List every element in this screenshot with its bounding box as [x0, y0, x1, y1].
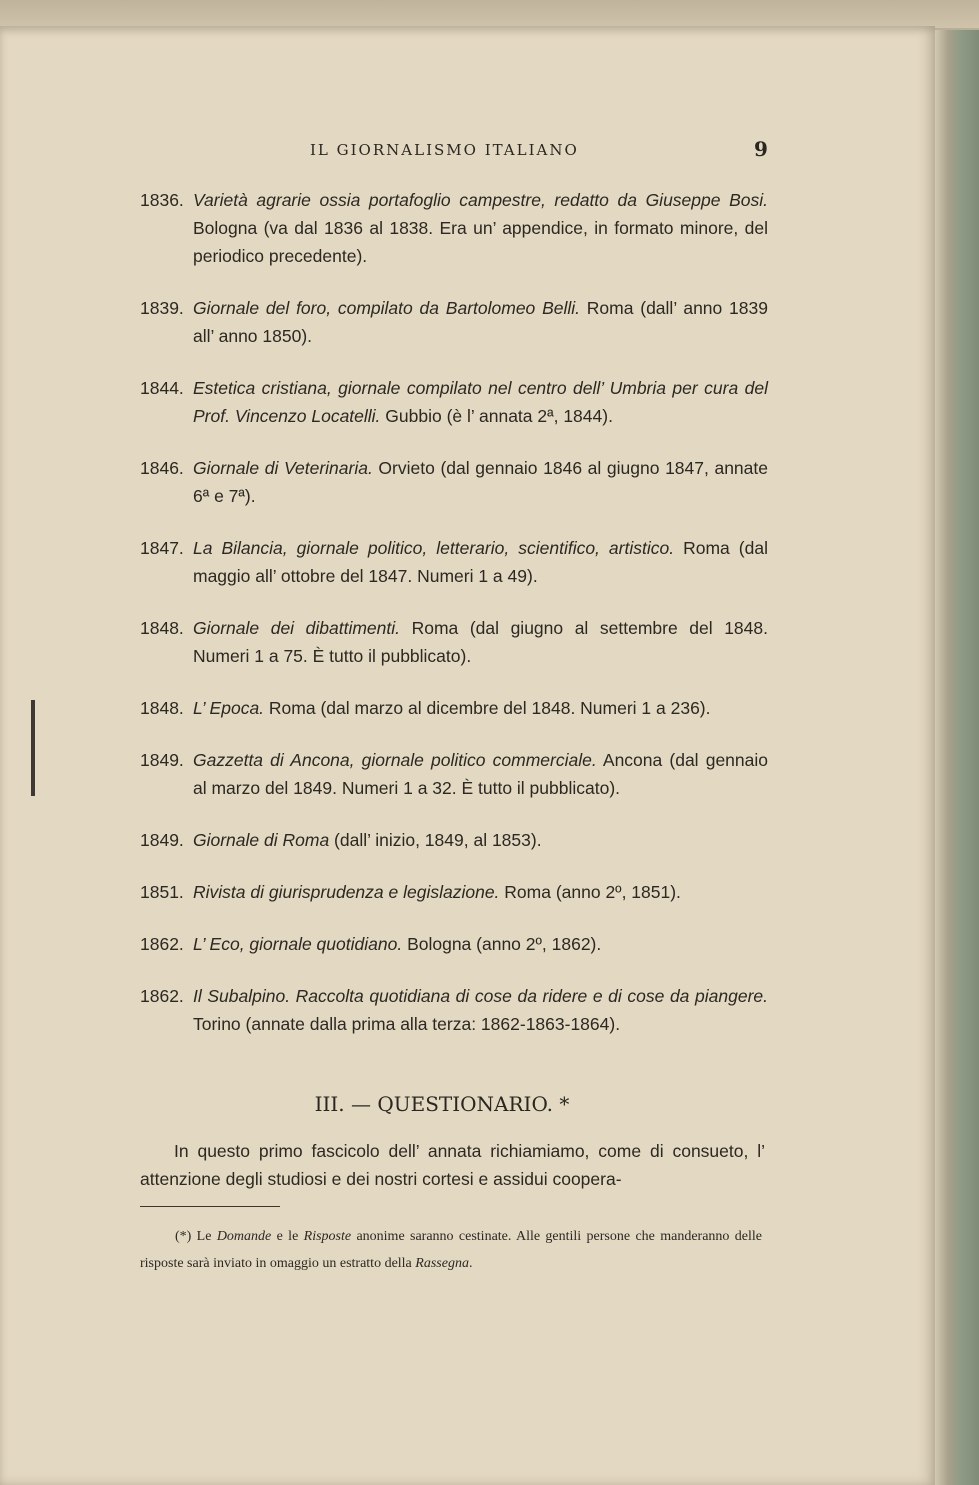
- entry-title: Giornale di Roma: [193, 830, 330, 850]
- binding-stitch: [31, 700, 35, 796]
- footnote: [140, 1223, 762, 1277]
- body-paragraph: In questo primo fascicolo dell’ annata richiamiamo, come di consueto, l’ attenzione degli studiosi e dei nostri cortesi e assidui coopera-: [140, 1141, 765, 1189]
- entry-text: Roma (anno 2º, 1851).: [499, 882, 681, 902]
- entry-year: 1862.: [140, 934, 184, 954]
- list-item: [140, 534, 768, 590]
- entry-text: Orvieto (dal gennaio 1846 al giugno 1847, annate 6ª e 7ª).: [193, 458, 768, 506]
- list-item: [140, 374, 768, 430]
- entry-year: 1849.: [140, 750, 184, 770]
- entry-title: Il Subalpino. Raccolta quotidiana di cose da ridere e di cose da piangere.: [193, 986, 768, 1006]
- entry-text: Bologna (anno 2º, 1862).: [402, 934, 602, 954]
- footnote-text: Risposte: [303, 1229, 352, 1244]
- list-item: [140, 614, 768, 670]
- entry-title: Giornale del foro, compilato da Bartolomeo Belli.: [193, 298, 580, 318]
- entry-text: Ancona (dal gennaio al marzo del 1849. Numeri 1 a 32. È tutto il pubblicato).: [193, 750, 768, 798]
- footnote-divider: [140, 1206, 280, 1207]
- book-edge: [935, 30, 979, 1485]
- entry-text: (dall’ inizio, 1849, al 1853).: [329, 830, 542, 850]
- list-item: [140, 878, 768, 906]
- entry-title: Giornale di Veterinaria.: [193, 458, 373, 478]
- entry-year: 1848.: [140, 698, 184, 718]
- footnote-text: Domande: [216, 1229, 272, 1244]
- list-item: [140, 982, 768, 1038]
- list-item: [140, 826, 768, 854]
- entry-text: Roma (dal maggio all’ ottobre del 1847. Numeri 1 a 49).: [193, 538, 768, 586]
- entry-year: 1846.: [140, 458, 184, 478]
- footnote-text: (*) Le: [175, 1229, 217, 1244]
- entry-year: 1862.: [140, 986, 184, 1006]
- page-header: [0, 137, 935, 167]
- list-item: [140, 454, 768, 510]
- list-item: [140, 186, 768, 270]
- entry-title: L’ Eco, giornale quotidiano.: [193, 934, 403, 954]
- entry-title: L’ Epoca.: [193, 698, 265, 718]
- list-item: [140, 694, 768, 722]
- scan-top-edge: [0, 0, 979, 28]
- footnote-text: e le: [271, 1229, 304, 1244]
- entry-title: Estetica cristiana, giornale compilato nel centro dell’ Umbria per cura del Prof. Vincenzo Locatelli.: [193, 378, 768, 426]
- entry-year: 1849.: [140, 830, 184, 850]
- entry-year: 1836.: [140, 190, 184, 210]
- entry-title: Gazzetta di Ancona, giornale politico commerciale.: [193, 750, 597, 770]
- footnote-text: .: [468, 1256, 473, 1271]
- list-item: [140, 294, 768, 350]
- list-item: [140, 930, 768, 958]
- entry-title: Giornale dei dibattimenti.: [193, 618, 400, 638]
- periodical-list: [140, 186, 768, 1062]
- entry-text: Roma (dall’ anno 1839 all’ anno 1850).: [193, 298, 768, 346]
- page-number: 9: [754, 137, 768, 161]
- entry-title: Rivista di giurisprudenza e legislazione.: [193, 882, 500, 902]
- entry-text: Bologna (va dal 1836 al 1838. Era un’ appendice, in formato minore, del periodico precedente).: [193, 218, 768, 266]
- entry-title: Varietà agrarie ossia portafoglio campestre, redatto da Giuseppe Bosi.: [193, 190, 768, 210]
- entry-year: 1839.: [140, 298, 184, 318]
- entry-text: Roma (dal marzo al dicembre del 1848. Numeri 1 a 236).: [264, 698, 711, 718]
- entry-text: Roma (dal giugno al settembre del 1848. Numeri 1 a 75. È tutto il pubblicato).: [193, 618, 768, 666]
- footnote-text: anonime saranno cestinate. Alle gentili persone che manderanno delle risposte sarà inviato in omaggio un estratto della: [140, 1229, 762, 1271]
- entry-year: 1848.: [140, 618, 184, 638]
- footnote-text: Rassegna: [415, 1256, 469, 1271]
- entry-year: 1851.: [140, 882, 184, 902]
- section-title: III. — QUESTIONARIO. *: [314, 1092, 570, 1116]
- running-title: IL GIORNALISMO ITALIANO: [310, 141, 579, 159]
- entry-year: 1844.: [140, 378, 184, 398]
- list-item: [140, 746, 768, 802]
- entry-text: Torino (annate dalla prima alla terza: 1862-1863-1864).: [193, 1014, 621, 1034]
- entry-title: La Bilancia, giornale politico, letterario, scientifico, artistico.: [193, 538, 675, 558]
- entry-year: 1847.: [140, 538, 184, 558]
- entry-text: Gubbio (è l’ annata 2ª, 1844).: [380, 406, 613, 426]
